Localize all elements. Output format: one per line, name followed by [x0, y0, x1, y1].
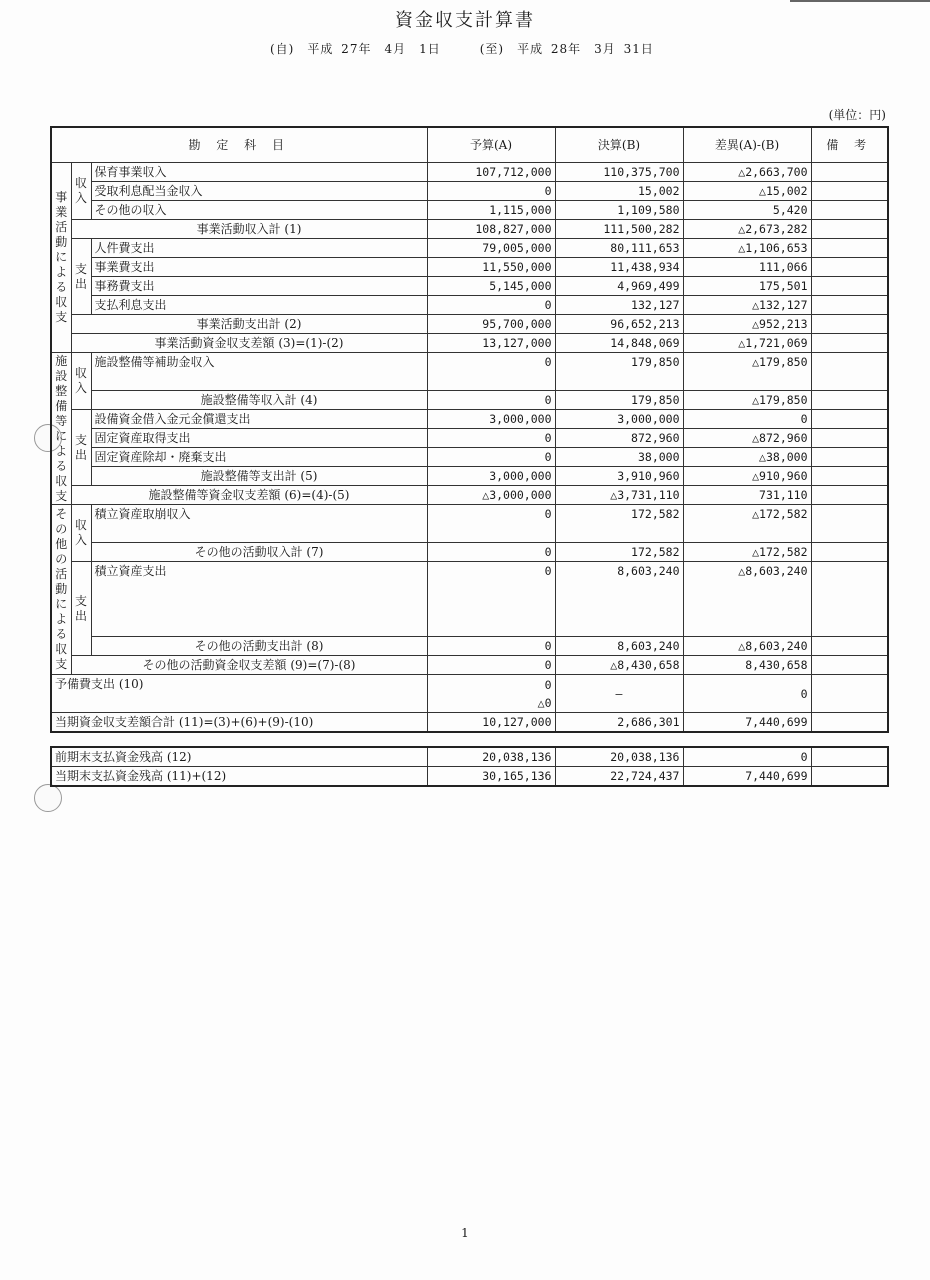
row-label: 事業費支出 — [91, 258, 427, 277]
remarks-cell — [811, 747, 888, 767]
row-label: 前期末支払資金残高 (12) — [51, 747, 427, 767]
actual-cell: 132,127 — [555, 296, 683, 315]
budget-cell: 108,827,000 — [427, 220, 555, 239]
budget-cell: 11,550,000 — [427, 258, 555, 277]
row-label: 施設整備等補助金収入 — [91, 353, 427, 391]
document-title: 資金収支計算書 — [395, 10, 535, 31]
budget-cell: 13,127,000 — [427, 334, 555, 353]
diff-cell: 7,440,699 — [683, 713, 811, 733]
row-label: 事務費支出 — [91, 277, 427, 296]
diff-cell: 7,440,699 — [683, 767, 811, 787]
budget-cell: 3,000,000 — [427, 467, 555, 486]
balance-table — [50, 746, 889, 787]
remarks-cell — [811, 767, 888, 787]
grand-total-row — [51, 713, 888, 733]
row-label: 当期末支払資金残高 (11)+(12) — [51, 767, 427, 787]
actual-cell: 14,848,069 — [555, 334, 683, 353]
diff-cell: △1,721,069 — [683, 334, 811, 353]
remarks-cell — [811, 182, 888, 201]
actual-cell: 20,038,136 — [555, 747, 683, 767]
diff-cell: 8,430,658 — [683, 656, 811, 675]
row-label: その他の活動支出計 (8) — [91, 637, 427, 656]
actual-cell: 8,603,240 — [555, 562, 683, 637]
row-label: その他の活動収入計 (7) — [91, 543, 427, 562]
row-label: 積立資産支出 — [91, 562, 427, 637]
budget-cell: 0 — [427, 448, 555, 467]
budget-cell: 5,145,000 — [427, 277, 555, 296]
diff-cell: △172,582 — [683, 543, 811, 562]
section-operating-label: 事業活動による収支 — [51, 163, 71, 353]
budget-cell: △3,000,000 — [427, 486, 555, 505]
table-row — [51, 767, 888, 787]
budget-cell: 30,165,136 — [427, 767, 555, 787]
row-label: 事業活動資金収支差額 (3)=(1)-(2) — [71, 334, 427, 353]
budget-cell: 1,115,000 — [427, 201, 555, 220]
actual-cell: 110,375,700 — [555, 163, 683, 182]
remarks-cell — [811, 353, 888, 391]
row-label: 施設整備等支出計 (5) — [91, 467, 427, 486]
diff-cell: △38,000 — [683, 448, 811, 467]
remarks-cell — [811, 429, 888, 448]
diff-cell: △132,127 — [683, 296, 811, 315]
header-budget: 予算(A) — [427, 127, 555, 163]
row-label: 当期資金収支差額合計 (11)=(3)+(6)+(9)-(10) — [51, 713, 427, 733]
remarks-cell — [811, 201, 888, 220]
actual-cell: 4,969,499 — [555, 277, 683, 296]
table-row — [51, 448, 888, 467]
budget-cell: 107,712,000 — [427, 163, 555, 182]
section-facility-label: 施設整備等による収支 — [51, 353, 71, 505]
diff-cell: △8,603,240 — [683, 637, 811, 656]
actual-cell: 3,910,960 — [555, 467, 683, 486]
table-row — [51, 277, 888, 296]
row-label: 事業活動支出計 (2) — [71, 315, 427, 334]
diff-cell: 0 — [683, 410, 811, 429]
remarks-cell — [811, 656, 888, 675]
actual-cell: 11,438,934 — [555, 258, 683, 277]
table-header-row — [51, 127, 888, 163]
actual-cell: 872,960 — [555, 429, 683, 448]
unit-label: (単位：円) — [828, 108, 886, 122]
remarks-cell — [811, 713, 888, 733]
header-actual: 決算(B) — [555, 127, 683, 163]
fiscal-period: (自) 平成 27年 4月 1日 (至) 平成 28年 3月 31日 — [270, 42, 654, 56]
actual-cell: — — [555, 675, 683, 713]
budget-value: 0 — [544, 677, 552, 692]
remarks-cell — [811, 239, 888, 258]
budget-cell: 3,000,000 — [427, 410, 555, 429]
remarks-cell — [811, 391, 888, 410]
budget-cell: 0 — [427, 353, 555, 391]
remarks-cell — [811, 675, 888, 713]
sub-income-label: 収入 — [71, 505, 91, 562]
remarks-cell — [811, 296, 888, 315]
subtotal-row — [51, 391, 888, 410]
sub-expense-label: 支出 — [71, 239, 91, 315]
section-total-row — [51, 486, 888, 505]
subtotal-row — [51, 467, 888, 486]
table-row — [51, 201, 888, 220]
row-label: 受取利息配当金収入 — [91, 182, 427, 201]
diff-cell: 111,066 — [683, 258, 811, 277]
budget-cell: 0 — [427, 562, 555, 637]
budget-value-2: △0 — [537, 695, 552, 710]
budget-cell: 0 — [427, 656, 555, 675]
table-row — [51, 163, 888, 182]
row-label: 設備資金借入金元金償還支出 — [91, 410, 427, 429]
punch-hole-icon — [34, 784, 62, 812]
diff-cell: 175,501 — [683, 277, 811, 296]
diff-cell: △15,002 — [683, 182, 811, 201]
actual-cell: △3,731,110 — [555, 486, 683, 505]
sub-expense-label: 支出 — [71, 410, 91, 486]
actual-cell: 15,002 — [555, 182, 683, 201]
remarks-cell — [811, 467, 888, 486]
row-label: 人件費支出 — [91, 239, 427, 258]
header-account: 勘 定 科 目 — [51, 127, 427, 163]
table-row — [51, 239, 888, 258]
diff-cell: △179,850 — [683, 391, 811, 410]
section-total-row — [51, 334, 888, 353]
diff-cell: 0 — [683, 747, 811, 767]
cash-flow-table — [50, 126, 889, 733]
row-label: その他の活動資金収支差額 (9)=(7)-(8) — [71, 656, 427, 675]
remarks-cell — [811, 562, 888, 637]
actual-cell: 8,603,240 — [555, 637, 683, 656]
row-label: 固定資産取得支出 — [91, 429, 427, 448]
budget-cell: 0 — [427, 182, 555, 201]
row-label: 固定資産除却・廃棄支出 — [91, 448, 427, 467]
diff-cell: 731,110 — [683, 486, 811, 505]
budget-cell — [427, 675, 555, 713]
table-row — [51, 182, 888, 201]
table-row — [51, 562, 888, 637]
subtotal-row — [51, 315, 888, 334]
table-row — [51, 747, 888, 767]
row-label: その他の収入 — [91, 201, 427, 220]
remarks-cell — [811, 220, 888, 239]
diff-cell: △179,850 — [683, 353, 811, 391]
remarks-cell — [811, 448, 888, 467]
actual-cell: 179,850 — [555, 391, 683, 410]
row-label: 積立資産取崩収入 — [91, 505, 427, 543]
row-label: 予備費支出 (10) — [51, 675, 427, 713]
table-row — [51, 296, 888, 315]
row-label: 施設整備等収入計 (4) — [91, 391, 427, 410]
actual-cell: 38,000 — [555, 448, 683, 467]
budget-cell: 0 — [427, 543, 555, 562]
budget-cell: 0 — [427, 637, 555, 656]
diff-cell: 0 — [683, 675, 811, 713]
actual-cell: △8,430,658 — [555, 656, 683, 675]
budget-cell: 20,038,136 — [427, 747, 555, 767]
actual-cell: 2,686,301 — [555, 713, 683, 733]
row-label: 支払利息支出 — [91, 296, 427, 315]
remarks-cell — [811, 334, 888, 353]
budget-cell: 10,127,000 — [427, 713, 555, 733]
table-row — [51, 258, 888, 277]
actual-cell: 3,000,000 — [555, 410, 683, 429]
diff-cell: △8,603,240 — [683, 562, 811, 637]
remarks-cell — [811, 543, 888, 562]
diff-cell: △172,582 — [683, 505, 811, 543]
subtotal-row — [51, 220, 888, 239]
row-label: 保育事業収入 — [91, 163, 427, 182]
table-row — [51, 505, 888, 543]
actual-cell: 80,111,653 — [555, 239, 683, 258]
remarks-cell — [811, 277, 888, 296]
actual-cell: 1,109,580 — [555, 201, 683, 220]
sub-income-label: 収入 — [71, 353, 91, 410]
subtotal-row — [51, 637, 888, 656]
remarks-cell — [811, 258, 888, 277]
actual-cell: 22,724,437 — [555, 767, 683, 787]
table-row — [51, 675, 888, 713]
remarks-cell — [811, 486, 888, 505]
diff-cell: △1,106,653 — [683, 239, 811, 258]
diff-cell: △952,213 — [683, 315, 811, 334]
section-total-row — [51, 656, 888, 675]
row-label: 施設整備等資金収支差額 (6)=(4)-(5) — [71, 486, 427, 505]
remarks-cell — [811, 163, 888, 182]
budget-cell: 0 — [427, 391, 555, 410]
actual-cell: 179,850 — [555, 353, 683, 391]
budget-cell: 0 — [427, 296, 555, 315]
header-remarks: 備 考 — [811, 127, 888, 163]
header-diff: 差異(A)-(B) — [683, 127, 811, 163]
subtotal-row — [51, 543, 888, 562]
diff-cell: △872,960 — [683, 429, 811, 448]
table-row — [51, 410, 888, 429]
diff-cell: △910,960 — [683, 467, 811, 486]
sub-income-label: 収入 — [71, 163, 91, 220]
diff-cell: △2,663,700 — [683, 163, 811, 182]
budget-cell: 0 — [427, 505, 555, 543]
table-row — [51, 429, 888, 448]
section-other-label: その他の活動による収支 — [51, 505, 71, 675]
budget-cell: 0 — [427, 429, 555, 448]
page-number: 1 — [461, 1226, 469, 1240]
remarks-cell — [811, 315, 888, 334]
actual-cell: 111,500,282 — [555, 220, 683, 239]
remarks-cell — [811, 637, 888, 656]
remarks-cell — [811, 410, 888, 429]
sub-expense-label: 支出 — [71, 562, 91, 656]
diff-cell: 5,420 — [683, 201, 811, 220]
table-row — [51, 353, 888, 391]
actual-cell: 172,582 — [555, 543, 683, 562]
budget-cell: 95,700,000 — [427, 315, 555, 334]
actual-cell: 96,652,213 — [555, 315, 683, 334]
row-label: 事業活動収入計 (1) — [71, 220, 427, 239]
budget-cell: 79,005,000 — [427, 239, 555, 258]
diff-cell: △2,673,282 — [683, 220, 811, 239]
remarks-cell — [811, 505, 888, 543]
actual-cell: 172,582 — [555, 505, 683, 543]
